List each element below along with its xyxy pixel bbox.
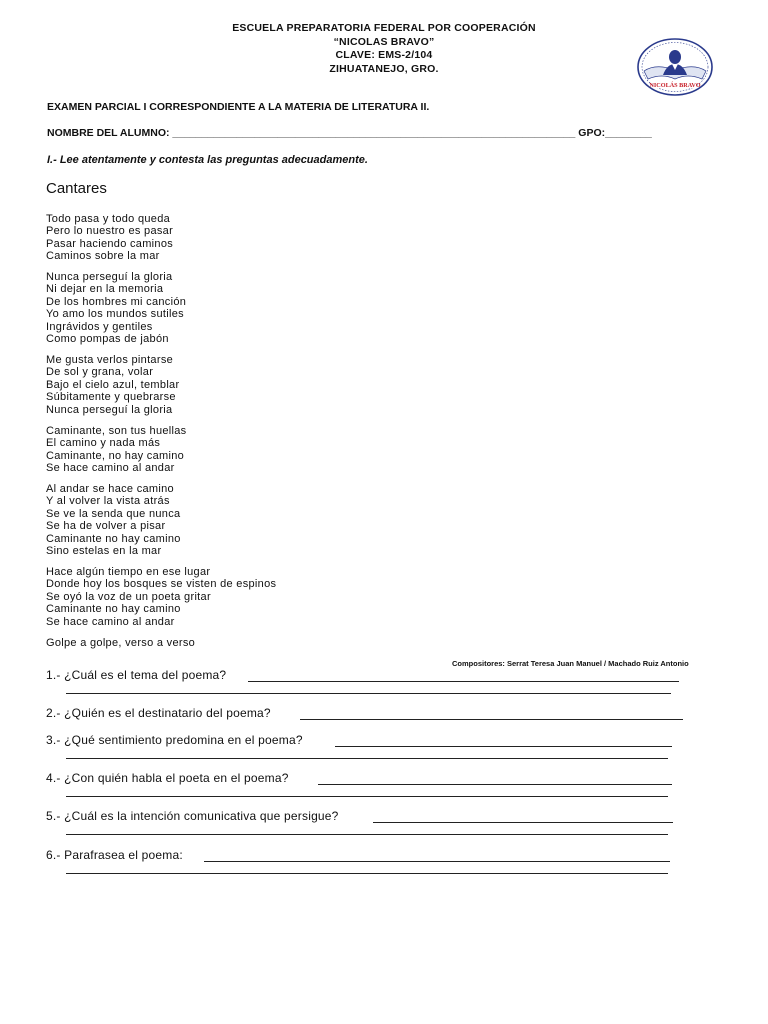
poem-line: Caminante, son tus huellas [46,425,187,437]
school-seal-logo [636,37,714,97]
poem-line: Se hace camino al andar [46,615,175,628]
poem-line: Se ve la senda que nunca [46,507,181,520]
stanza [46,637,195,649]
poem-line: Sino estelas en la mar [46,545,162,558]
question-2: 2.- ¿Quién es el destinatario del poema? [46,706,271,720]
poem-line: Como pompas de jabón [46,333,169,346]
stanza [46,483,181,557]
stanza [46,213,173,263]
poem-line: Todo pasa y todo queda [46,213,171,225]
poem-line: Pasar haciendo caminos [46,237,174,250]
stanza [46,271,186,345]
poem-line: Caminante, no hay camino [46,449,185,462]
logo-text: NICOLÁS BRAVO [649,82,701,89]
answer-line[interactable] [300,719,683,720]
exam-title: EXAMEN PARCIAL I CORRESPONDIENTE A LA MATERIA DE LITERATURA II. [47,101,430,113]
question-6: 6.- Parafrasea el poema: [46,848,183,862]
poem-line: Nunca perseguí la gloria [46,403,173,416]
question-4: 4.- ¿Con quién habla el poeta en el poema? [46,771,289,785]
poem-line: Al andar se hace camino [46,483,174,495]
composer-credit: Compositores: Serrat Teresa Juan Manuel / Machado Ruiz Antonio [452,659,689,668]
answer-line[interactable] [66,873,668,874]
school-nickname: “NICOLAS BRAVO” [333,35,435,48]
poem-line: Caminante no hay camino [46,603,181,616]
answer-line[interactable] [248,681,679,682]
student-name-label: NOMBRE DEL ALUMNO: [47,127,170,139]
poem-line: Bajo el cielo azul, temblar [46,378,180,391]
question-3: 3.- ¿Qué sentimiento predomina en el poema? [46,733,303,747]
poem-line: Se ha de volver a pisar [46,520,166,533]
answer-line[interactable] [318,784,672,785]
poem-line: Hace algún tiempo en ese lugar [46,566,211,578]
poem-line: Súbitamente y quebrarse [46,391,176,404]
poem-line: El camino y nada más [46,437,161,450]
school-name: ESCUELA PREPARATORIA FEDERAL POR COOPERACIÓN [232,22,536,34]
school-location: ZIHUATANEJO, GRO. [329,62,439,75]
answer-line[interactable] [335,746,672,747]
answer-line[interactable] [66,758,668,759]
poem-title: Cantares [46,180,107,197]
poem-line: Ni dejar en la memoria [46,283,164,296]
poem-line: Se oyó la voz de un poeta gritar [46,590,211,603]
poem-line: Golpe a golpe, verso a verso [46,637,196,649]
poem-line: De los hombres mi canción [46,295,187,308]
poem-line: Ingrávidos y gentiles [46,320,153,333]
school-key: CLAVE: EMS-2/104 [335,49,433,61]
question-1: 1.- ¿Cuál es el tema del poema? [46,668,227,682]
answer-line[interactable] [204,861,670,862]
poem-line: Caminante no hay camino [46,532,181,545]
answer-line[interactable] [373,822,673,823]
answer-line[interactable] [66,693,671,694]
poem-line: Me gusta verlos pintarse [46,354,174,366]
group-label: GPO: [578,127,606,139]
poem-line: Caminos sobre la mar [46,250,160,263]
group-blank: ________ [605,127,652,139]
poem-line: Yo amo los mundos sutiles [46,308,184,321]
poem-line: Donde hoy los bosques se visten de espinos [46,578,277,591]
answer-line[interactable] [66,796,668,797]
student-name-line [47,127,727,139]
question-5: 5.- ¿Cuál es la intención comunicativa que persigue? [46,809,339,823]
poem-line: De sol y grana, volar [46,366,154,379]
poem-line: Nunca perseguí la gloria [46,271,173,283]
student-name-blank: _____________________________________________________________________ [172,127,576,139]
stanza [46,354,179,416]
stanza [46,566,276,628]
stanza [46,425,187,475]
poem-line: Y al volver la vista atrás [46,495,170,508]
answer-line[interactable] [66,834,668,835]
poem-line: Se hace camino al andar [46,462,175,475]
poem-line: Pero lo nuestro es pasar [46,225,174,238]
instruction: I.- Lee atentamente y contesta las preguntas adecuadamente. [47,154,368,166]
